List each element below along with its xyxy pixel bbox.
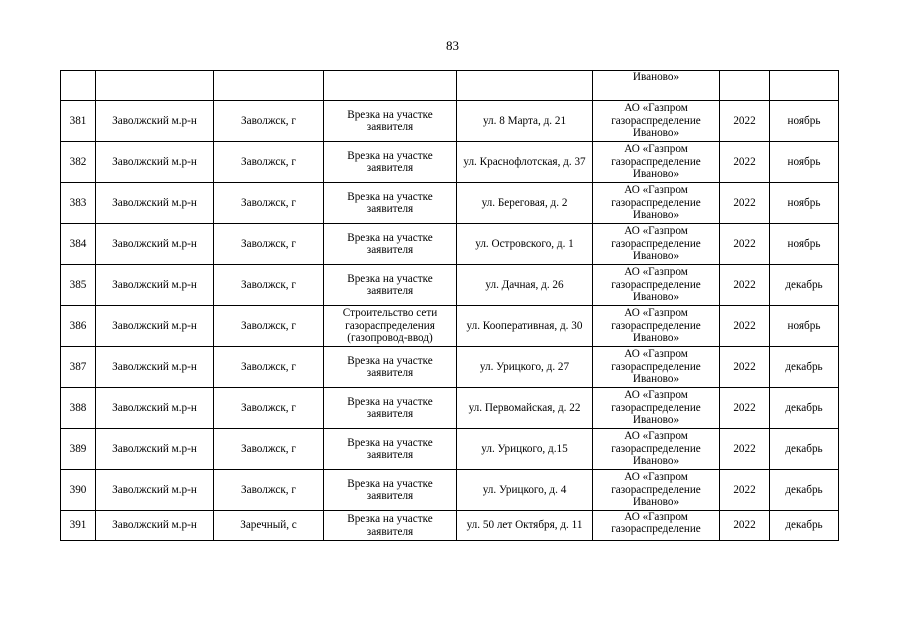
cell-month: декабрь [770,470,839,511]
cell-year: 2022 [720,511,770,541]
cell-org: АО «Газпром газораспределение Иваново» [593,429,720,470]
table-row [61,388,839,429]
cell-year: 2022 [720,388,770,429]
cell-num: 386 [61,306,96,347]
cell-year: 2022 [720,183,770,224]
cell-num: 383 [61,183,96,224]
cell-year: 2022 [720,101,770,142]
table-row [61,142,839,183]
cell-address: ул. Первомайская, д. 22 [457,388,593,429]
cell-org: АО «Газпром газораспределение [593,511,720,541]
table-row-continued [61,71,839,101]
table-row [61,183,839,224]
cell-year: 2022 [720,429,770,470]
cell-num: 391 [61,511,96,541]
cell-num: 387 [61,347,96,388]
cell-district: Заволжский м.р-н [96,347,214,388]
cell-address: ул. Островского, д. 1 [457,224,593,265]
cell-org: АО «Газпром газораспределение Иваново» [593,306,720,347]
cell-district [96,71,214,101]
cell-district: Заволжский м.р-н [96,142,214,183]
cell-year: 2022 [720,470,770,511]
cell-year: 2022 [720,224,770,265]
cell-num [61,71,96,101]
cell-district: Заволжский м.р-н [96,265,214,306]
cell-org: АО «Газпром газораспределение Иваново» [593,101,720,142]
cell-month: декабрь [770,347,839,388]
cell-locality: Заволжск, г [214,470,324,511]
cell-month: ноябрь [770,306,839,347]
cell-district: Заволжский м.р-н [96,388,214,429]
cell-locality: Заволжск, г [214,306,324,347]
cell-num: 390 [61,470,96,511]
cell-org: АО «Газпром газораспределение Иваново» [593,470,720,511]
cell-district: Заволжский м.р-н [96,511,214,541]
cell-month: ноябрь [770,101,839,142]
cell-address: ул. Дачная, д. 26 [457,265,593,306]
cell-org: АО «Газпром газораспределение Иваново» [593,224,720,265]
cell-district: Заволжский м.р-н [96,429,214,470]
cell-district: Заволжский м.р-н [96,101,214,142]
cell-org: АО «Газпром газораспределение Иваново» [593,265,720,306]
cell-locality: Заволжск, г [214,183,324,224]
cell-address: ул. 8 Марта, д. 21 [457,101,593,142]
cell-work: Врезка на участке заявителя [324,347,457,388]
cell-month: декабрь [770,265,839,306]
cell-work: Врезка на участке заявителя [324,142,457,183]
cell-address: ул. Урицкого, д.15 [457,429,593,470]
cell-locality: Заволжск, г [214,224,324,265]
cell-work: Врезка на участке заявителя [324,429,457,470]
cell-org: АО «Газпром газораспределение Иваново» [593,183,720,224]
cell-org: АО «Газпром газораспределение Иваново» [593,388,720,429]
cell-work: Врезка на участке заявителя [324,388,457,429]
cell-locality: Заволжск, г [214,265,324,306]
cell-locality: Заволжск, г [214,101,324,142]
table-row [61,470,839,511]
cell-work: Строительство сети газораспределения (газопровод-ввод) [324,306,457,347]
gas-connection-table [60,70,839,541]
cell-locality: Заречный, с [214,511,324,541]
cell-work: Врезка на участке заявителя [324,101,457,142]
cell-month: ноябрь [770,183,839,224]
cell-address: ул. Урицкого, д. 27 [457,347,593,388]
cell-locality: Заволжск, г [214,142,324,183]
cell-work: Врезка на участке заявителя [324,511,457,541]
table-row [61,101,839,142]
cell-org: АО «Газпром газораспределение Иваново» [593,347,720,388]
cell-address: ул. Краснофлотская, д. 37 [457,142,593,183]
table-row [61,224,839,265]
table-row [61,306,839,347]
cell-num: 385 [61,265,96,306]
table-row [61,265,839,306]
cell-num: 389 [61,429,96,470]
cell-work: Врезка на участке заявителя [324,183,457,224]
cell-org: АО «Газпром газораспределение Иваново» [593,142,720,183]
cell-address: ул. 50 лет Октября, д. 11 [457,511,593,541]
cell-address: ул. Береговая, д. 2 [457,183,593,224]
cell-district: Заволжский м.р-н [96,306,214,347]
cell-district: Заволжский м.р-н [96,470,214,511]
cell-locality: Заволжск, г [214,347,324,388]
cell-year: 2022 [720,265,770,306]
cell-work: Врезка на участке заявителя [324,224,457,265]
cell-month: декабрь [770,511,839,541]
cell-work: Врезка на участке заявителя [324,265,457,306]
cell-year: 2022 [720,306,770,347]
cell-num: 384 [61,224,96,265]
cell-work [324,71,457,101]
cell-work: Врезка на участке заявителя [324,470,457,511]
cell-district: Заволжский м.р-н [96,183,214,224]
cell-num: 388 [61,388,96,429]
cell-num: 382 [61,142,96,183]
table-row [61,511,839,541]
page-number: 83 [446,38,459,53]
cell-year [720,71,770,101]
cell-year: 2022 [720,347,770,388]
cell-num: 381 [61,101,96,142]
cell-month: ноябрь [770,142,839,183]
cell-month: декабрь [770,429,839,470]
cell-locality [214,71,324,101]
cell-locality: Заволжск, г [214,429,324,470]
table-row [61,429,839,470]
table-row [61,347,839,388]
cell-address: ул. Кооперативная, д. 30 [457,306,593,347]
cell-month: декабрь [770,388,839,429]
cell-month [770,71,839,101]
cell-year: 2022 [720,142,770,183]
cell-address: ул. Урицкого, д. 4 [457,470,593,511]
cell-month: ноябрь [770,224,839,265]
cell-locality: Заволжск, г [214,388,324,429]
cell-org: Иваново» [593,71,720,101]
cell-address [457,71,593,101]
cell-district: Заволжский м.р-н [96,224,214,265]
